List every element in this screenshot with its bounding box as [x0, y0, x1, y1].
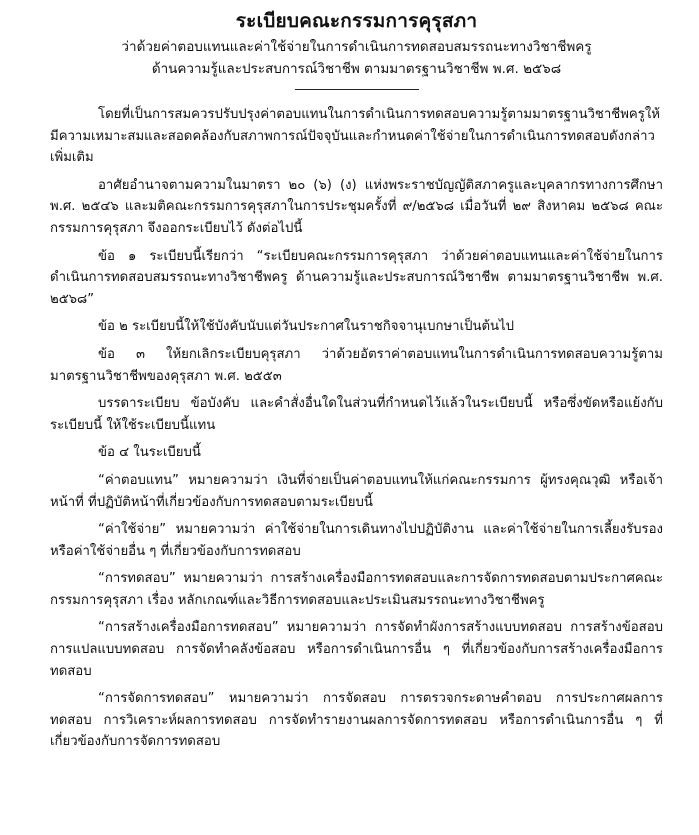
repeal-paragraph: บรรดาระเบียบ ข้อบังคับ และคำสั่งอื่นใดในส่วนที่กำหนดไว้แล้วในระเบียบนี้ หรือซึ่งขัดหรือแย้งกับระเบียบนี้ ให้ใช้ระเบียบนี้แทน: [50, 396, 663, 433]
definition-test-instrument-creation: “การสร้างเครื่องมือการทดสอบ” หมายความว่า การจัดทำผังการสร้างแบบทดสอบ การสร้างข้อสอบ การแปลแบบทดสอบ การจัดทำคลังข้อสอบ หรือการดำเนินการอื่น ๆ ที่เกี่ยวข้องกับการสร้างเครื่องมือการทดสอบ: [50, 620, 663, 679]
clause-1-paragraph: ข้อ ๑ ระเบียบนี้เรียกว่า “ระเบียบคณะกรรมการคุรุสภา ว่าด้วยค่าตอบแทนและค่าใช้จ่ายในการดำเนินการทดสอบสมรรถนะทางวิชาชีพครู ด้านความรู้และประสบการณ์วิชาชีพ ตามมาตรฐานวิชาชีพ พ.ศ. ๒๕๖๘”: [50, 248, 663, 307]
clause-2-paragraph: ข้อ ๒ ระเบียบนี้ให้ใช้บังคับนับแต่วันประกาศในราชกิจจานุเบกษาเป็นต้นไป: [98, 319, 515, 335]
document-body: [50, 104, 663, 753]
title-divider: [295, 89, 419, 90]
clause-4-paragraph: ข้อ ๔ ในระเบียบนี้: [98, 445, 201, 461]
document-subtitle-line-1: ว่าด้วยค่าตอบแทนและค่าใช้จ่ายในการดำเนินการทดสอบสมรรถนะทางวิชาชีพครู: [121, 39, 592, 55]
authority-paragraph: อาศัยอำนาจตามความในมาตรา ๒๐ (๖) (ง) แห่งพระราชบัญญัติสภาครูและบุคลากรทางการศึกษา พ.ศ. ๒๕๔๖ และมติคณะกรรมการคุรุสภาในการประชุมครั้งที่ ๙/๒๕๖๘ เมื่อวันที่ ๒๙ สิงหาคม ๒๕๖๘ คณะกรรมการคุรุสภา จึงออกระเบียบไว้ ดังต่อไปนี้: [50, 177, 663, 236]
definition-testing: “การทดสอบ” หมายความว่า การสร้างเครื่องมือการทดสอบและการจัดการทดสอบตามประกาศคณะกรรมการคุรุสภา เรื่อง หลักเกณฑ์และวิธีการทดสอบและประเมินสมรรถนะทางวิชาชีพครู: [50, 571, 663, 608]
definition-test-administration: “การจัดการทดสอบ” หมายความว่า การจัดสอบ การตรวจกระดาษคำตอบ การประกาศผลการทดสอบ การวิเคราะห์ผลการทดสอบ การจัดทำรายงานผลการจัดการทดสอบ หรือการดำเนินการอื่น ๆ ที่เกี่ยวข้องกับการจัดการทดสอบ: [50, 691, 663, 750]
clause-3-paragraph: ข้อ ๓ ให้ยกเลิกระเบียบคุรุสภา ว่าด้วยอัตราค่าตอบแทนในการดำเนินการทดสอบความรู้ตามมาตรฐานวิชาชีพของคุรุสภา พ.ศ. ๒๕๕๓: [50, 346, 663, 384]
definition-expenses: “ค่าใช้จ่าย” หมายความว่า ค่าใช้จ่ายในการเดินทางไปปฏิบัติงาน และค่าใช้จ่ายในการเลี้ยงรับรองหรือค่าใช้จ่ายอื่น ๆ ที่เกี่ยวข้องกับการทดสอบ: [50, 522, 663, 559]
definition-compensation: “ค่าตอบแทน” หมายความว่า เงินที่จ่ายเป็นค่าตอบแทนให้แก่คณะกรรมการ ผู้ทรงคุณวุฒิ หรือเจ้าหน้าที่ ที่ปฏิบัติหน้าที่เกี่ยวข้องกับการทดสอบตามระเบียบนี้: [50, 472, 663, 510]
document-title: ระเบียบคณะกรรมการคุรุสภา: [235, 10, 478, 32]
preamble-paragraph: โดยที่เป็นการสมควรปรับปรุงค่าตอบแทนในการดำเนินการทดสอบความรู้ตามมาตรฐานวิชาชีพครูให้มีความเหมาะสมและสอดคล้องกับสภาพการณ์ปัจจุบันและกำหนดค่าใช้จ่ายในการดำเนินการทดสอบดังกล่าวเพิ่มเติม: [50, 107, 660, 166]
document-subtitle-line-2: ด้านความรู้และประสบการณ์วิชาชีพ ตามมาตรฐานวิชาชีพ พ.ศ. ๒๕๖๘: [151, 61, 562, 77]
